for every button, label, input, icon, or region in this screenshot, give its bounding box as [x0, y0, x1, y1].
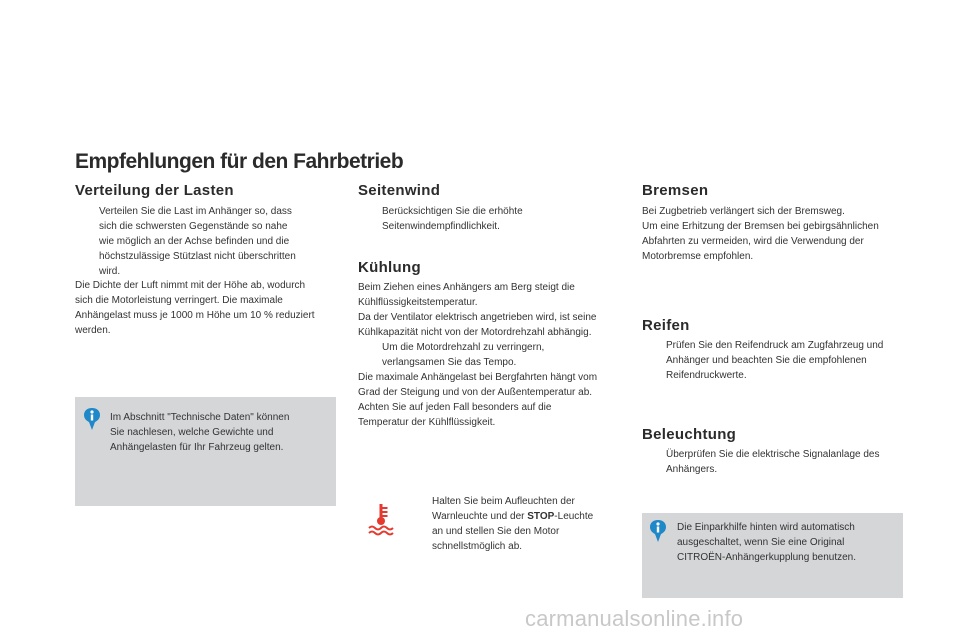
- tires-bullet: [642, 338, 883, 383]
- coolant-temperature-icon: [368, 502, 394, 536]
- air-density-paragraph: [75, 278, 315, 338]
- info-icon: [84, 408, 100, 430]
- text-line: Bei Zugbetrieb verlängert sich der Bremsweg.: [642, 206, 845, 217]
- text-line: sich die Motorleistung verringert. Die maximale: [75, 295, 283, 306]
- text-line: Anhänger und beachten Sie die empfohlenen: [666, 355, 867, 366]
- text-line: Achten Sie auf jeden Fall besonders auf die: [358, 402, 552, 413]
- text-line: Anhängelast muss je 1000 m Höhe um 10 % reduziert: [75, 310, 315, 321]
- text-line: wie möglich an der Achse befinden und die: [99, 236, 290, 247]
- cooling-bullet: [358, 340, 544, 370]
- text-line: [432, 509, 593, 524]
- text-fragment: -Leuchte: [554, 511, 594, 522]
- text-line: höchstzulässige Stützlast nicht überschritten: [99, 251, 296, 262]
- brakes-paragraph: [642, 204, 879, 264]
- text-line: Überprüfen Sie die elektrische Signalanlage des: [666, 449, 880, 460]
- watermark-footer: carmanualsonline.info: [525, 606, 744, 631]
- heading-lighting: Beleuchtung: [642, 426, 737, 443]
- text-line: Grad der Steigung und von der Außentemperatur ab.: [358, 387, 593, 398]
- text-line: Die maximale Anhängelast bei Bergfahrten hängt vom: [358, 372, 598, 383]
- cooling-paragraph-b: [358, 370, 597, 430]
- text-line: Um die Motordrehzahl zu verringern,: [382, 342, 545, 353]
- text-line: Anhängers.: [666, 464, 718, 475]
- warning-bullet: [408, 494, 593, 554]
- info-box-technical-data: [75, 397, 336, 506]
- lighting-bullet: [642, 447, 879, 477]
- text-line: Berücksichtigen Sie die erhöhte: [382, 206, 523, 217]
- text-line: Die Dichte der Luft nimmt mit der Höhe ab, wodurch: [75, 280, 306, 291]
- text-line: Kühlflüssigkeitstemperatur.: [358, 297, 478, 308]
- text-line: an und stellen Sie den Motor: [432, 526, 560, 537]
- text-line: Prüfen Sie den Reifendruck am Zugfahrzeug und: [666, 340, 884, 351]
- text-line: Temperatur der Kühlflüssigkeit.: [358, 417, 496, 428]
- text-line: schnellstmöglich ab.: [432, 541, 523, 552]
- heading-load-distribution: Verteilung der Lasten: [75, 182, 234, 199]
- text-line: ausgeschaltet, wenn Sie eine Original: [677, 537, 845, 548]
- info-icon: [650, 520, 666, 542]
- info-box-parking-aid: [642, 513, 903, 598]
- stop-label: STOP: [527, 511, 555, 522]
- text-fragment: Warnleuchte und der: [432, 511, 528, 522]
- text-line: Da der Ventilator elektrisch angetrieben wird, ist seine: [358, 312, 597, 323]
- text-line: Kühlkapazität nicht von der Motordrehzahl abhängig.: [358, 327, 592, 338]
- cooling-paragraph-a: [358, 280, 596, 340]
- heading-cooling: Kühlung: [358, 259, 421, 276]
- text-line: verlangsamen Sie das Tempo.: [382, 357, 517, 368]
- text-line: Beim Ziehen eines Anhängers am Berg steigt die: [358, 282, 575, 293]
- heading-tires: Reifen: [642, 317, 690, 334]
- text-line: sich die schwersten Gegenstände so nahe: [99, 221, 288, 232]
- text-line: Im Abschnitt "Technische Daten" können: [110, 412, 290, 423]
- text-line: Reifendruckwerte.: [666, 370, 747, 381]
- text-line: Seitenwindempfindlichkeit.: [382, 221, 500, 232]
- text-line: Abfahrten zu vermeiden, wird die Verwendung der: [642, 236, 864, 247]
- load-bullet: [75, 204, 296, 279]
- text-line: Um eine Erhitzung der Bremsen bei gebirgsähnlichen: [642, 221, 879, 232]
- text-line: Die Einparkhilfe hinten wird automatisch: [677, 522, 855, 533]
- text-line: Anhängelasten für Ihr Fahrzeug gelten.: [110, 442, 284, 453]
- text-line: Verteilen Sie die Last im Anhänger so, dass: [99, 206, 292, 217]
- crosswind-bullet: [358, 204, 523, 234]
- text-line: Motorbremse empfohlen.: [642, 251, 754, 262]
- text-line: werden.: [75, 325, 111, 336]
- heading-crosswind: Seitenwind: [358, 182, 441, 199]
- heading-brakes: Bremsen: [642, 182, 709, 199]
- text-line: Halten Sie beim Aufleuchten der: [432, 496, 575, 507]
- text-line: CITROËN-Anhängerkupplung benutzen.: [677, 552, 856, 563]
- text-line: Sie nachlesen, welche Gewichte und: [110, 427, 274, 438]
- text-line: wird.: [99, 266, 121, 277]
- page-title: Empfehlungen für den Fahrbetrieb: [75, 150, 404, 173]
